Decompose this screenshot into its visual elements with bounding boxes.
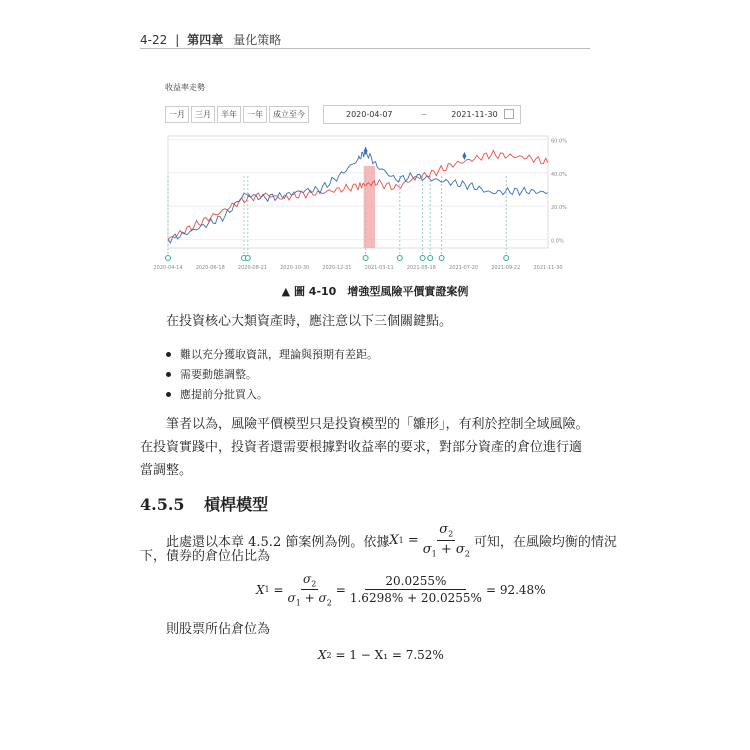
paragraph-3-line2: 下，債券的倉位佔比為 (140, 549, 271, 564)
range-6m-button[interactable]: 半年 (217, 106, 241, 123)
event-marker (245, 256, 250, 261)
x-tick-label: 2020-08-21 (237, 265, 267, 271)
section-number: 4.5.5 (140, 495, 185, 514)
range-buttons (165, 106, 309, 123)
range-1y-button[interactable]: 一年 (243, 106, 267, 123)
series-line (168, 147, 548, 243)
section-heading (140, 492, 268, 515)
event-marker (428, 256, 433, 261)
date-from[interactable]: 2020-04-07 (346, 110, 393, 119)
x-tick-label: 2020-10-30 (280, 265, 310, 271)
bullet-dot (166, 392, 171, 397)
x-tick-label: 2020-12-31 (322, 265, 352, 271)
event-marker (363, 256, 368, 261)
event-marker (166, 256, 171, 261)
p3-text-b: 可知，在風險均衡的情況 (473, 534, 617, 550)
eq2-text: = 1 − X₁ = 7.52% (335, 648, 444, 662)
paragraph-1: 在投資核心大類資產時，應注意以下三個關鍵點。 (166, 314, 453, 329)
chapter-title: 量化策略 (233, 33, 282, 47)
weight-fraction: $\frac{\sigma_2}{\sigma_1 + \sigma_2}$ (422, 522, 470, 559)
range-all-button[interactable]: 成立至今 (269, 106, 309, 123)
x-tick-label: 2021-03-11 (364, 265, 394, 271)
bullet-item (166, 346, 378, 362)
eq-numerator: 20.0255% (365, 574, 466, 590)
calendar-icon[interactable] (504, 109, 514, 119)
sigma-fraction: $\frac{\sigma_2}{\sigma_1 + \sigma_2}$ (287, 572, 332, 608)
header-rule (140, 48, 590, 49)
shaded-period (364, 166, 375, 248)
event-marker (504, 256, 509, 261)
event-marker (439, 256, 444, 261)
date-range-picker[interactable] (323, 105, 521, 124)
paragraph-3-line1: 此處還以本章 4.5.2 節案例為例。依據 X 1 = $\frac{\sigma_2}{\sigma_1 + \sigma_2}$ 可知，在風險均衡的情況 (166, 522, 617, 559)
page-header (140, 31, 281, 48)
eq-result: = 92.48% (485, 582, 546, 597)
x-tick-label: 2021-11-30 (533, 265, 563, 271)
y-tick-label: 40.0% (551, 171, 567, 178)
event-marker (420, 256, 425, 261)
bullet-dot (166, 372, 171, 377)
x-tick-label: 2021-07-20 (449, 265, 479, 271)
range-1m-button[interactable]: 一月 (165, 106, 189, 123)
equation-bond-weight: X 1 = $\frac{\sigma_2}{\sigma_1 + \sigma_2}$ = $\frac{20.0255\%}{1.6298\% + 20.0255\%}$ = 92.48% (256, 572, 546, 608)
section-title: 槓桿模型 (204, 495, 269, 514)
bullet-text: 應提前分批買入。 (180, 388, 268, 401)
returns-figure (153, 74, 570, 274)
chapter-label: 第四章 (187, 33, 224, 47)
x-tick-label: 2021-05-18 (406, 265, 436, 271)
y-tick-label: 20.0% (551, 205, 567, 212)
bullet-text: 需要動態調整。 (180, 368, 257, 381)
header-separator: | (175, 32, 180, 47)
chart-title: 收益率走勢 (165, 83, 205, 92)
bullet-item (166, 366, 257, 382)
equation-stock-weight: X 2 = 1 − X₁ = 7.52% (318, 648, 444, 662)
date-separator: ~ (420, 110, 428, 119)
page-number: 4-22 (140, 32, 168, 47)
x-tick-label: 2020-04-14 (153, 265, 183, 271)
y-tick-label: 0.0% (551, 238, 564, 245)
range-3m-button[interactable]: 三月 (191, 106, 215, 123)
peak-marker (462, 152, 466, 160)
bullet-dot (166, 352, 171, 357)
p3-text-a: 此處還以本章 4.5.2 節案例為例。依據 (166, 534, 390, 550)
x-tick-label: 2021-09-22 (491, 265, 521, 271)
event-marker (397, 256, 402, 261)
eq-denominator: 1.6298% + 20.0255% (349, 591, 482, 606)
numeric-fraction (350, 574, 482, 605)
paragraph-4: 則股票所佔倉位為 (166, 622, 271, 637)
series-line (168, 150, 548, 239)
paragraph-2: 筆者以為，風險平價模型只是投資模型的「雛形」，有利於控制全域風險。在投資實踐中，投資者還需要根據對收益率的要求，對部分資產的倉位進行適當調整。 (140, 417, 589, 478)
line-chart (153, 128, 570, 278)
x-tick-label: 2020-06-18 (195, 265, 225, 271)
bullet-item (166, 386, 268, 402)
y-tick-label: 60.0% (551, 138, 567, 145)
bullet-text: 難以充分獲取資訊，理論與預期有差距。 (180, 348, 378, 361)
date-to[interactable]: 2021-11-30 (451, 110, 498, 119)
figure-caption: ▲ 圖 4-10 增強型風險平價實證案例 (281, 285, 469, 298)
